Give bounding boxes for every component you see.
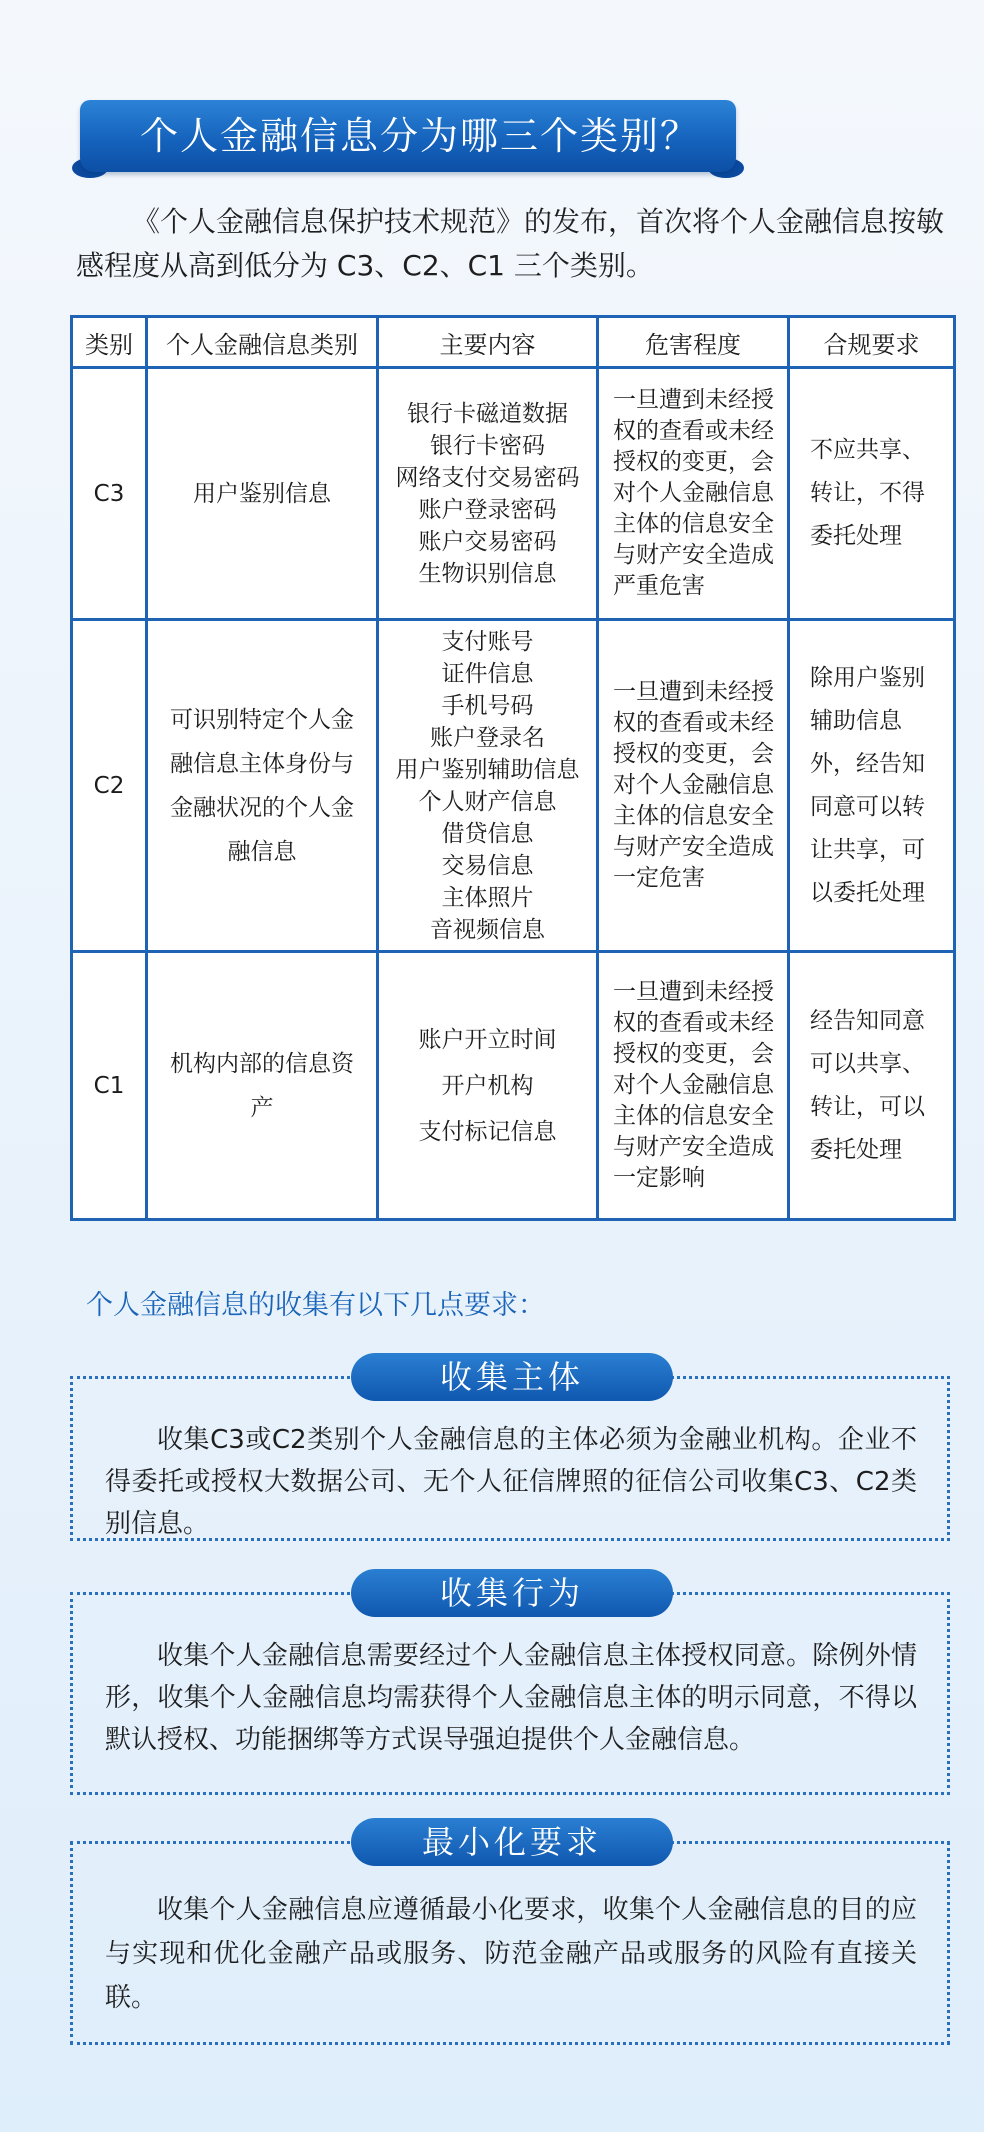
- category-code: C1: [72, 952, 147, 1220]
- content-item: 证件信息: [441, 660, 534, 687]
- requirement-title-pill: 最小化要求: [351, 1818, 673, 1866]
- category-code: C3: [72, 368, 147, 620]
- main-content-cell: [378, 620, 598, 952]
- content-item: 账户交易密码: [418, 528, 557, 555]
- requirement-title-pill: 收集行为: [351, 1569, 673, 1617]
- requirement-text: 收集个人金融信息需要经过个人金融信息主体授权同意。除例外情形，收集个人金融信息均需获得个人金融信息主体的明示同意，不得以默认授权、功能捆绑等方式误导强迫提供个人金融信息。: [105, 1641, 917, 1755]
- content-item: 音视频信息: [430, 916, 545, 943]
- harm-level-cell: 一旦遭到未经授权的查看或未经授权的变更，会对个人金融信息主体的信息安全与财产安全造成一定影响: [598, 952, 789, 1220]
- requirements-heading: 个人金融信息的收集有以下几点要求：: [86, 1290, 545, 1321]
- info-type-cell: 机构内部的信息资产: [147, 952, 378, 1220]
- content-item: 用户鉴别辅助信息: [395, 756, 580, 783]
- table-row: [72, 368, 955, 620]
- compliance-cell: 除用户鉴别辅助信息外，经告知同意可以转让共享，可以委托处理: [789, 620, 955, 952]
- main-content-cell: [378, 368, 598, 620]
- content-item: 借贷信息: [441, 820, 534, 847]
- harm-level-cell: 一旦遭到未经授权的查看或未经授权的变更，会对个人金融信息主体的信息安全与财产安全造成严重危害: [598, 368, 789, 620]
- title-banner: [70, 100, 746, 180]
- content-item: 个人财产信息: [418, 788, 557, 815]
- content-item: 生物识别信息: [418, 560, 557, 587]
- table-row: [72, 620, 955, 952]
- table-row: [72, 952, 955, 1220]
- content-item: 银行卡密码: [430, 432, 545, 459]
- requirement-box-collection-subject: [70, 1358, 950, 1541]
- requirement-title-pill: 收集主体: [351, 1353, 673, 1401]
- content-item: 账户开立时间: [418, 1026, 557, 1053]
- content-item: 主体照片: [441, 884, 534, 911]
- column-header-info-type: 个人金融信息类别: [147, 317, 378, 368]
- column-header-category: 类别: [72, 317, 147, 368]
- banner-band: [80, 100, 736, 172]
- page-title: 个人金融信息分为哪三个类别？: [140, 114, 701, 158]
- requirement-box-minimization: [70, 1823, 950, 2045]
- requirement-text: 收集C3或C2类别个人金融信息的主体必须为金融业机构。企业不得委托或授权大数据公司、无个人征信牌照的征信公司收集C3、C2类别信息。: [105, 1425, 917, 1539]
- category-code: C2: [72, 620, 147, 952]
- content-item: 开户机构: [441, 1072, 534, 1099]
- compliance-cell: 经告知同意可以共享、转让，可以委托处理: [789, 952, 955, 1220]
- content-item: 支付标记信息: [418, 1118, 557, 1145]
- info-type-cell: 用户鉴别信息: [147, 368, 378, 620]
- column-header-harm-level: 危害程度: [598, 317, 789, 368]
- content-item: 交易信息: [441, 852, 534, 879]
- content-item: 网络支付交易密码: [395, 464, 580, 491]
- content-item: 手机号码: [441, 692, 534, 719]
- main-content-cell: [378, 952, 598, 1220]
- requirement-box-collection-behavior: [70, 1574, 950, 1795]
- content-item: 账户登录密码: [418, 496, 557, 523]
- intro-paragraph: 《个人金融信息保护技术规范》的发布，首次将个人金融信息按敏感程度从高到低分为 C3、C2、C1 三个类别。: [76, 205, 945, 282]
- requirement-text: 收集个人金融信息应遵循最小化要求，收集个人金融信息的目的应与实现和优化金融产品或服务、防范金融产品或服务的风险有直接关联。: [105, 1895, 917, 2013]
- content-item: 账户登录名: [430, 724, 545, 751]
- column-header-compliance: 合规要求: [789, 317, 955, 368]
- compliance-cell: 不应共享、转让，不得委托处理: [789, 368, 955, 620]
- content-item: 银行卡磁道数据: [407, 400, 568, 427]
- column-header-main-content: 主要内容: [378, 317, 598, 368]
- content-item: 支付账号: [441, 628, 534, 655]
- classification-table: [70, 315, 956, 1221]
- info-type-cell: 可识别特定个人金融信息主体身份与金融状况的个人金融信息: [147, 620, 378, 952]
- harm-level-cell: 一旦遭到未经授权的查看或未经授权的变更，会对个人金融信息主体的信息安全与财产安全造成一定危害: [598, 620, 789, 952]
- table-header-row: [72, 317, 955, 368]
